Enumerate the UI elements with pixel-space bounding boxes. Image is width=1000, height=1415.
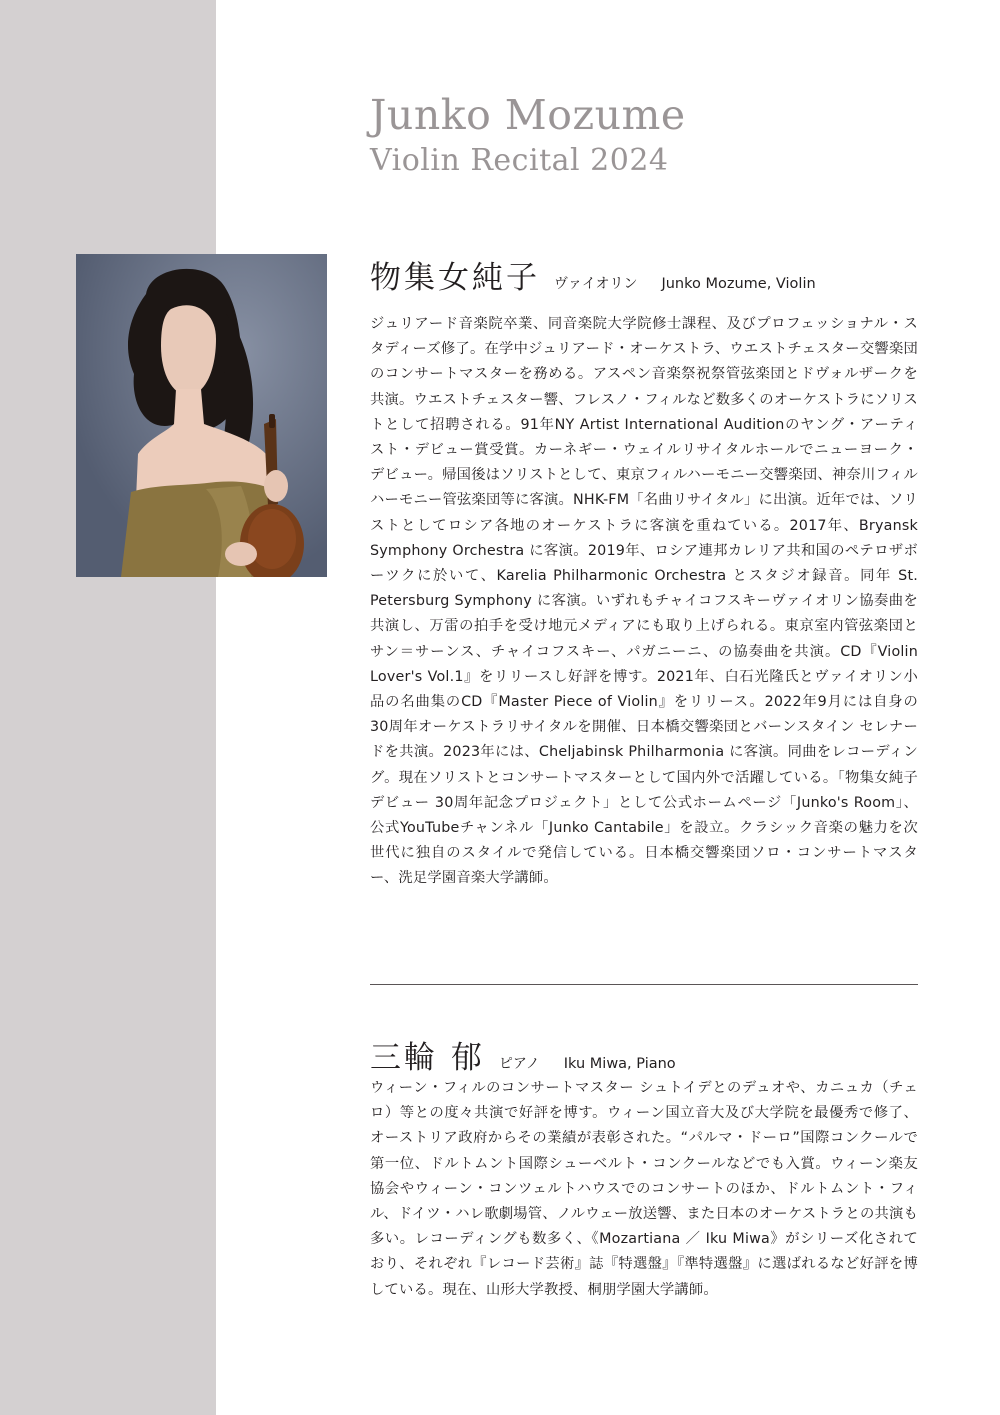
violinist-name-jp: 物集女純子	[370, 260, 540, 296]
section-divider	[370, 984, 918, 985]
side-band	[0, 0, 216, 1415]
violinist-bio: ジュリアード音楽院卒業、同音楽院大学院修士課程、及びプロフェッショナル・スタディーズ修了。在学中ジュリアード・オーケストラ、ウエストチェスター交響楽団のコンサートマスターを務める。アスペン音楽祭祝祭管弦楽団とドヴォルザークを共演。ウエストチェスター響、フレスノ・フィルなど数多くのオーケストラにソリストとして招聘される。91年NY Artist International Auditionのヤング・アーティスト・デビュー賞受賞。カーネギー・ウェイルリサイタルホールでニューヨーク・デビュー。帰国後はソリストとして、東京フィルハーモニー交響楽団、神奈川フィルハーモニー管弦楽団等に客演。NHK-FM「名曲リサイタル」に出演。近年では、ソリストとしてロシア各地のオーケストラに客演を重ねている。2017年、Bryansk Symphony Orchestra に客演。2019年、ロシア連邦カレリア共和国のペテロザボーツクに於いて、Karelia Philharmonic Orchestra とスタジオ録音。同年 St. Petersburg Symphony に客演。いずれもチャイコフスキーヴァイオリン協奏曲を共演し、万雷の拍手を受け地元メディアにも取り上げられる。東京室内管弦楽団とサン＝サーンス、チャイコフスキー、パガニーニ、の協奏曲を共演。CD『Violin Lover's Vol.1』をリリースし好評を博す。2021年、白石光隆氏とヴァイオリン小品の名曲集のCD『Master Piece of Violin』をリリース。2022年9月には自身の30周年オーケストラリサイタルを開催、日本橋交響楽団とバーンスタイン セレナードを共演。2023年には、Cheljabinsk Philharmonia に客演。同曲をレコーディング。現在ソリストとコンサートマスターとして国内外で活躍している。「物集女純子デビュー 30周年記念プロジェクト」として公式ホームページ「Junko's Room」、公式YouTubeチャンネル「Junko Cantabile」を設立。クラシック音楽の魅力を次世代に独自のスタイルで発信している。日本橋交響楽団ソロ・コンサートマスター、洗足学園音楽大学講師。	[370, 316, 918, 887]
violinist-role-jp: ヴァイオリン	[554, 276, 638, 292]
program-header	[370, 90, 686, 180]
violinist-portrait-photo	[76, 254, 327, 577]
violinist-heading	[370, 252, 816, 297]
pianist-name-role-en: Iku Miwa, Piano	[563, 1056, 676, 1072]
pianist-role-jp: ピアノ	[498, 1056, 540, 1072]
violinist-name-role-en: Junko Mozume, Violin	[661, 276, 816, 292]
pianist-name-jp: 三輪 郁	[370, 1040, 485, 1076]
page-subtitle: Violin Recital 2024	[370, 143, 669, 178]
page-title: Junko Mozume	[370, 91, 686, 139]
pianist-bio: ウィーン・フィルのコンサートマスター シュトイデとのデュオや、カニュカ（チェロ）等との度々共演で好評を博す。ウィーン国立音大及び大学院を最優秀で修了、オーストリア政府からその業績が表彰された。“パルマ・ドーロ”国際コンクールで第一位、ドルトムント国際シューベルト・コンクールなどでも入賞。ウィーン楽友協会やウィーン・コンツェルトハウスでのコンサートのほか、ドルトムント・フィル、ドイツ・ハレ歌劇場管、ノルウェー放送響、また日本のオーケストラとの共演も多い。レコーディングも数多く、《Mozartiana ／ Iku Miwa》がシリーズ化されており、それぞれ『レコード芸術』誌『特選盤』『準特選盤』に選ばれるなど好評を博している。現在、山形大学教授、桐朋学園大学講師。	[370, 1080, 918, 1298]
pianist-heading	[370, 1032, 676, 1077]
